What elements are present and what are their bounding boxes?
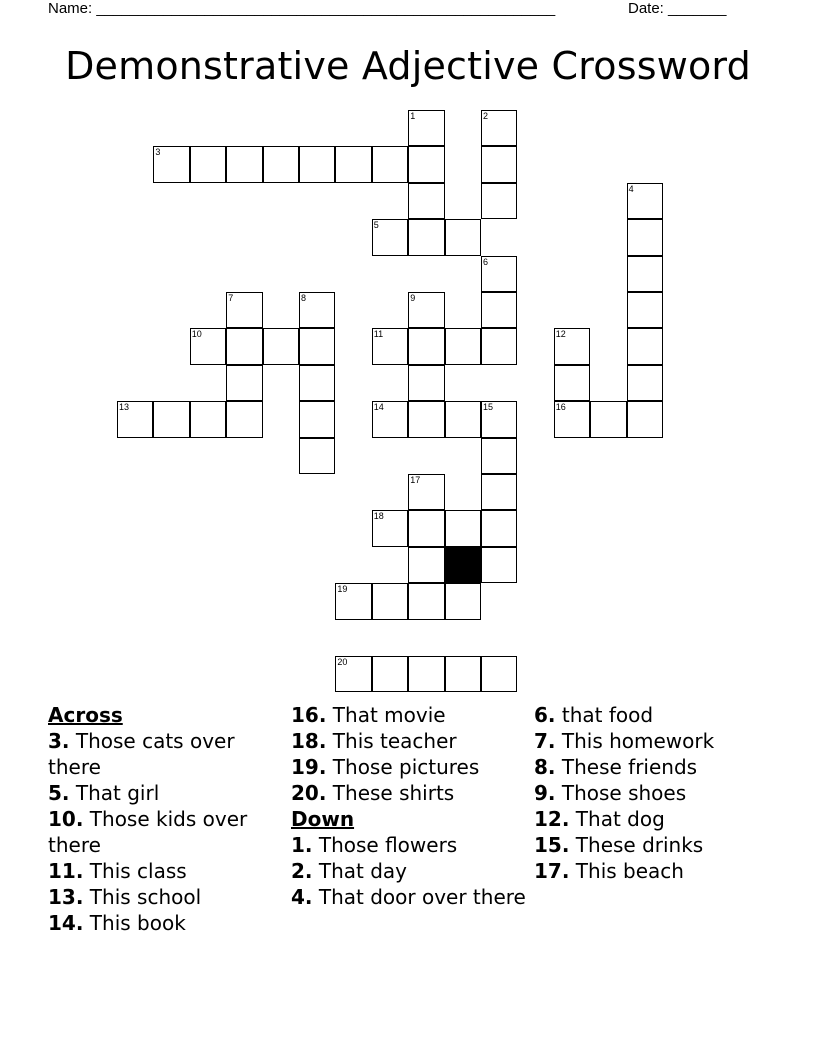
clue-text: Those pictures	[332, 755, 480, 779]
clue-column-1	[48, 702, 276, 936]
grid-cell[interactable]	[481, 256, 517, 292]
clue-number: 15.	[534, 833, 570, 857]
grid-cell[interactable]	[481, 474, 517, 510]
grid-cell[interactable]	[335, 146, 371, 182]
clue-down	[534, 806, 794, 832]
clue-down	[291, 832, 527, 858]
grid-cell[interactable]	[481, 146, 517, 182]
cell-number: 6	[483, 256, 489, 267]
clue-number: 12.	[534, 807, 570, 831]
clue-number: 9.	[534, 781, 556, 805]
grid-cell[interactable]	[627, 328, 663, 364]
clue-down	[534, 858, 794, 884]
grid-cell[interactable]	[554, 365, 590, 401]
clue-number: 17.	[534, 859, 570, 883]
down-heading: Down	[291, 807, 355, 831]
grid-cell[interactable]	[153, 146, 189, 182]
grid-cell[interactable]	[481, 183, 517, 219]
cell-number: 5	[373, 220, 379, 231]
grid-cell[interactable]	[627, 292, 663, 328]
clue-text: This teacher	[332, 729, 457, 753]
clue-text: Those shoes	[561, 781, 687, 805]
clue-text: That girl	[75, 781, 160, 805]
cell-number: 11	[373, 329, 384, 340]
clue-number: 10.	[48, 807, 84, 831]
grid-cell[interactable]	[408, 146, 444, 182]
grid-cell[interactable]	[263, 328, 299, 364]
grid-cell[interactable]	[408, 292, 444, 328]
clue-number: 11.	[48, 859, 84, 883]
grid-cell[interactable]	[408, 219, 444, 255]
grid-cell[interactable]	[445, 510, 481, 546]
clue-down	[534, 702, 794, 728]
grid-cell[interactable]	[408, 328, 444, 364]
cell-number: 10	[191, 329, 202, 340]
clue-number: 5.	[48, 781, 70, 805]
grid-cell[interactable]	[627, 183, 663, 219]
page-title: Demonstrative Adjective Crossword	[65, 44, 751, 88]
cell-number: 12	[555, 329, 566, 340]
grid-cell[interactable]	[372, 146, 408, 182]
clue-column-2	[291, 702, 527, 910]
clue-across	[291, 754, 527, 780]
cell-number: 9	[410, 293, 416, 303]
name-field-label: Name: _______________________________________________________	[48, 0, 556, 17]
grid-cell[interactable]	[408, 183, 444, 219]
clue-across	[48, 858, 276, 884]
grid-cell[interactable]	[226, 328, 262, 364]
grid-cell[interactable]	[299, 365, 335, 401]
clue-across	[48, 780, 276, 806]
clue-text: Those kids over there	[48, 807, 248, 857]
grid-cell[interactable]	[372, 328, 408, 364]
grid-cell[interactable]	[408, 583, 444, 619]
cell-number: 16	[555, 402, 566, 413]
clue-number: 13.	[48, 885, 84, 909]
grid-cell[interactable]	[627, 219, 663, 255]
cell-number: 3	[155, 147, 161, 158]
grid-cell[interactable]	[372, 219, 408, 255]
across-heading: Across	[48, 703, 123, 727]
grid-cell[interactable]	[627, 401, 663, 437]
grid-cell[interactable]	[372, 401, 408, 437]
cell-number: 15	[483, 402, 494, 413]
clue-across	[291, 780, 527, 806]
clue-text: This book	[89, 911, 186, 935]
clue-across	[291, 702, 527, 728]
grid-cell[interactable]	[117, 401, 153, 437]
grid-cell[interactable]	[408, 656, 444, 692]
cell-number: 1	[410, 111, 416, 121]
grid-cell[interactable]	[299, 328, 335, 364]
cell-number: 14	[373, 402, 384, 413]
clue-across	[48, 728, 276, 780]
clue-across	[291, 728, 527, 754]
grid-cell[interactable]	[226, 146, 262, 182]
clue-number: 19.	[291, 755, 327, 779]
clue-text: Those flowers	[318, 833, 458, 857]
grid-cell[interactable]	[627, 256, 663, 292]
grid-cell[interactable]	[481, 438, 517, 474]
clue-number: 6.	[534, 703, 556, 727]
grid-cell[interactable]	[372, 656, 408, 692]
clue-down	[291, 858, 527, 884]
grid-cell[interactable]	[481, 510, 517, 546]
grid-cell[interactable]	[408, 365, 444, 401]
clue-across	[48, 884, 276, 910]
clue-number: 7.	[534, 729, 556, 753]
grid-cell[interactable]	[481, 547, 517, 583]
cell-number: 17	[410, 475, 421, 485]
clue-across	[48, 806, 276, 858]
clue-number: 1.	[291, 833, 313, 857]
grid-cell[interactable]	[190, 401, 226, 437]
grid-cell[interactable]	[335, 583, 371, 619]
date-field-label: Date: _______	[628, 0, 727, 17]
cell-number: 19	[337, 584, 348, 595]
clue-column-3	[534, 702, 794, 884]
clue-text: That movie	[332, 703, 446, 727]
clue-down	[534, 832, 794, 858]
grid-cell[interactable]	[445, 219, 481, 255]
grid-cell[interactable]	[590, 401, 626, 437]
grid-cell[interactable]	[190, 146, 226, 182]
clue-number: 3.	[48, 729, 70, 753]
cell-number: 8	[301, 293, 307, 303]
grid-cell[interactable]	[153, 401, 189, 437]
clue-text: These friends	[561, 755, 698, 779]
clue-text: These drinks	[575, 833, 704, 857]
cell-number: 20	[337, 657, 348, 667]
clue-text: This school	[89, 885, 202, 909]
grid-cell[interactable]	[299, 438, 335, 474]
clue-text: This class	[89, 859, 187, 883]
clue-number: 8.	[534, 755, 556, 779]
grid-cell[interactable]	[408, 510, 444, 546]
clue-number: 14.	[48, 911, 84, 935]
grid-cell[interactable]	[481, 110, 517, 146]
cell-number: 13	[119, 402, 130, 413]
grid-cell[interactable]	[481, 401, 517, 437]
grid-cell[interactable]	[627, 365, 663, 401]
clue-text: that food	[561, 703, 654, 727]
grid-cell[interactable]	[299, 292, 335, 328]
grid-cell[interactable]	[226, 292, 262, 328]
grid-block-cell	[445, 547, 481, 583]
clue-text: This beach	[575, 859, 684, 883]
grid-cell[interactable]	[263, 146, 299, 182]
grid-cell[interactable]	[481, 292, 517, 328]
grid-cell[interactable]	[299, 146, 335, 182]
grid-cell[interactable]	[335, 656, 371, 692]
cell-number: 4	[628, 183, 634, 194]
grid-cell[interactable]	[445, 328, 481, 364]
cell-number: 7	[228, 293, 234, 303]
grid-cell[interactable]	[445, 401, 481, 437]
grid-cell[interactable]	[554, 401, 590, 437]
clue-number: 16.	[291, 703, 327, 727]
grid-cell[interactable]	[372, 510, 408, 546]
clue-text: That dog	[575, 807, 665, 831]
grid-cell[interactable]	[481, 656, 517, 692]
grid-cell[interactable]	[481, 328, 517, 364]
clue-down	[534, 780, 794, 806]
clue-down	[534, 728, 794, 754]
cell-number: 2	[483, 111, 489, 121]
grid-cell[interactable]	[226, 365, 262, 401]
clue-text: These shirts	[332, 781, 455, 805]
grid-cell[interactable]	[190, 328, 226, 364]
cell-number: 18	[373, 511, 384, 522]
clue-text: That door over there	[318, 885, 526, 909]
clue-down	[291, 884, 527, 910]
grid-cell[interactable]	[408, 474, 444, 510]
clue-number: 18.	[291, 729, 327, 753]
clue-across	[48, 910, 276, 936]
grid-cell[interactable]	[445, 583, 481, 619]
grid-cell[interactable]	[408, 401, 444, 437]
grid-cell[interactable]	[299, 401, 335, 437]
grid-cell[interactable]	[372, 583, 408, 619]
clue-text: This homework	[561, 729, 715, 753]
grid-cell[interactable]	[408, 547, 444, 583]
grid-cell[interactable]	[226, 401, 262, 437]
clue-number: 20.	[291, 781, 327, 805]
grid-cell[interactable]	[554, 328, 590, 364]
grid-cell[interactable]	[408, 110, 444, 146]
clue-number: 4.	[291, 885, 313, 909]
clue-text: Those cats over there	[48, 729, 235, 779]
clue-down	[534, 754, 794, 780]
clue-number: 2.	[291, 859, 313, 883]
grid-cell[interactable]	[445, 656, 481, 692]
clue-text: That day	[318, 859, 408, 883]
